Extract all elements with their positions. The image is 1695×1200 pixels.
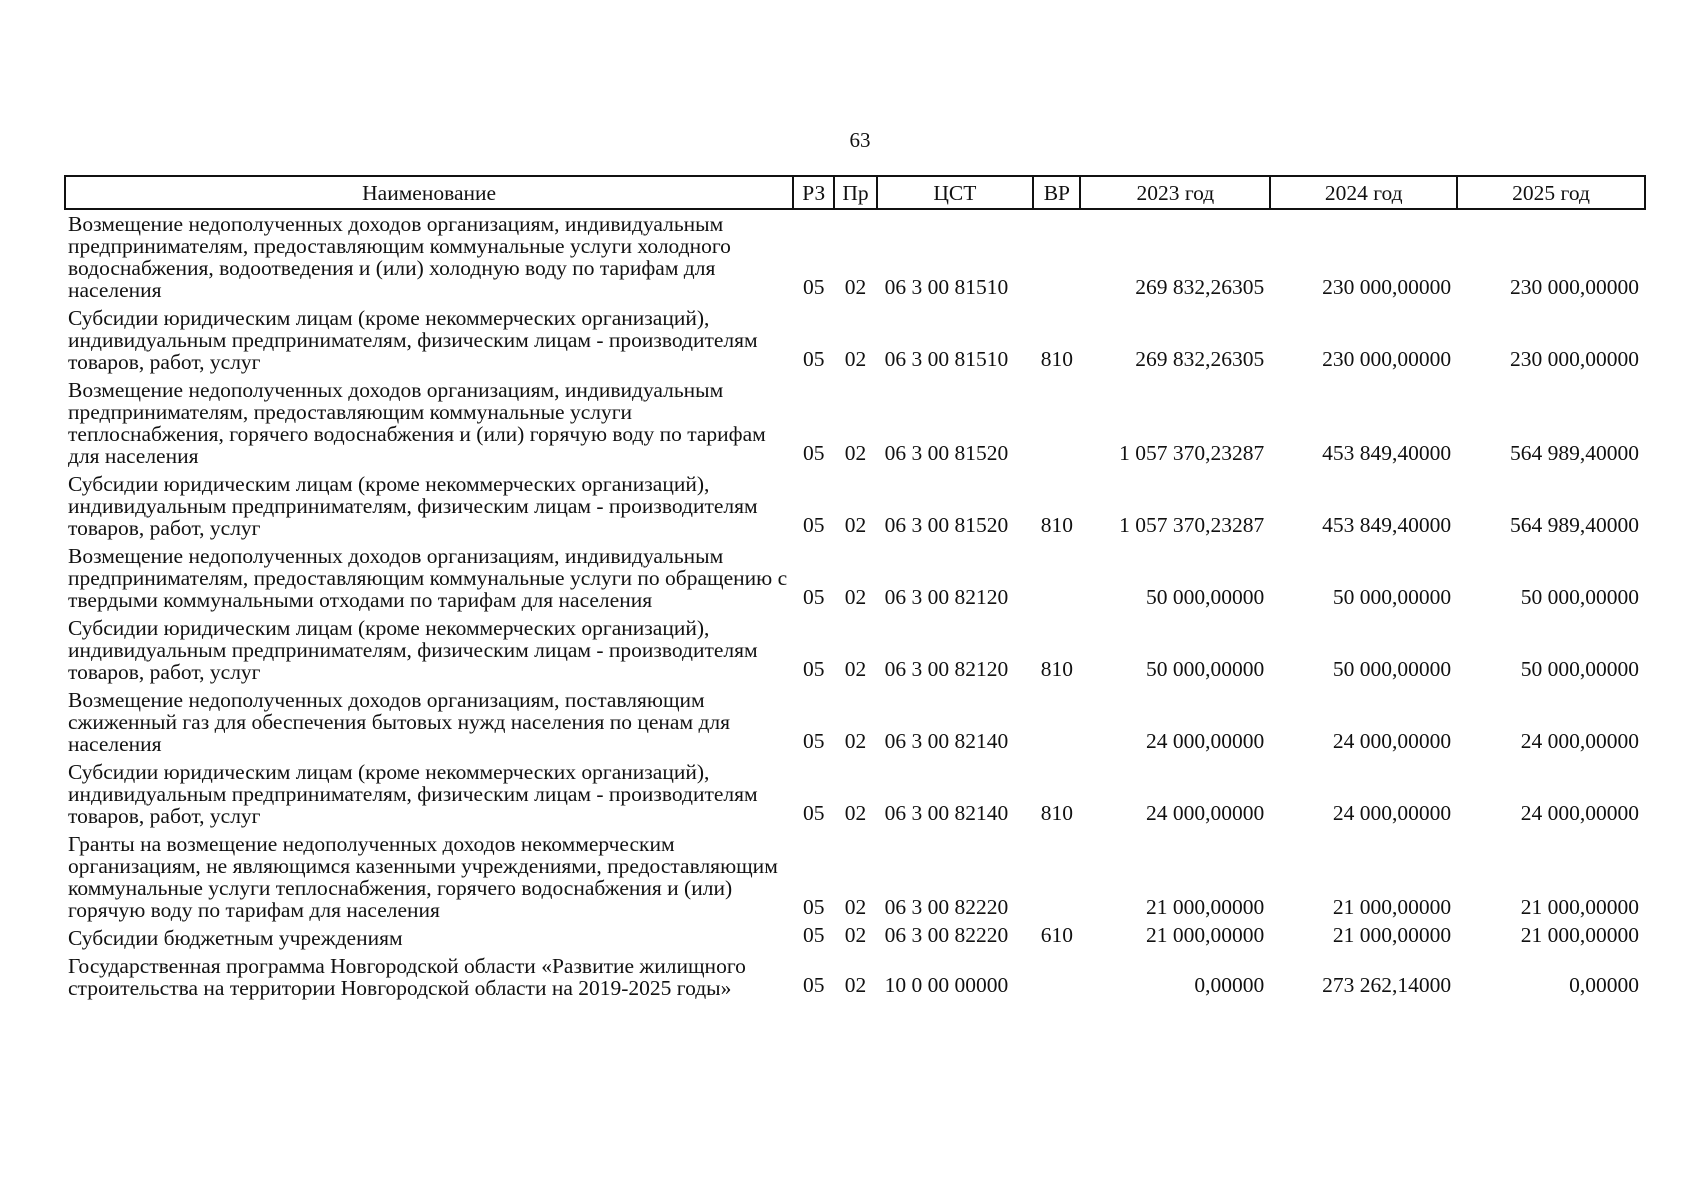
header-vr: ВР bbox=[1033, 176, 1080, 209]
cell-pr: 02 bbox=[844, 347, 867, 371]
cell-2024: 24 000,00000 bbox=[1332, 801, 1452, 825]
cell-name: Возмещение недополученных доходов организациям, индивидуальным предпринимателям, предоставляющим коммунальные услуги холодного водоснабжения, водоотведения и (или) холодную воду по тарифам для населения bbox=[68, 212, 731, 302]
cell-2025: 24 000,00000 bbox=[1520, 729, 1639, 753]
cell-vr: 810 bbox=[1040, 513, 1073, 537]
cell-pr: 02 bbox=[844, 923, 867, 947]
cell-2024: 21 000,00000 bbox=[1332, 923, 1452, 947]
cell-cst: 06 3 00 82120 bbox=[884, 657, 1009, 681]
table-row bbox=[65, 614, 1645, 686]
cell-name: Государственная программа Новгородской области «Развитие жилищного строительства на территории Новгородской области на 2019-2025 годы» bbox=[68, 954, 746, 1000]
cell-2023: 269 832,26305 bbox=[1135, 347, 1265, 371]
table-row bbox=[65, 376, 1645, 470]
cell-cst: 06 3 00 81510 bbox=[884, 347, 1009, 371]
table-row bbox=[65, 542, 1645, 614]
cell-rz: 05 bbox=[803, 923, 825, 947]
cell-2025: 0,00000 bbox=[1569, 973, 1639, 997]
cell-vr bbox=[1033, 542, 1080, 614]
cell-2024: 453 849,40000 bbox=[1322, 441, 1452, 465]
cell-2024: 24 000,00000 bbox=[1332, 729, 1452, 753]
table-row bbox=[65, 830, 1645, 924]
cell-2025: 50 000,00000 bbox=[1520, 585, 1639, 609]
cell-pr: 02 bbox=[844, 895, 867, 919]
cell-2025: 50 000,00000 bbox=[1520, 657, 1639, 681]
cell-2023: 24 000,00000 bbox=[1146, 801, 1265, 825]
budget-table bbox=[64, 175, 1646, 1002]
cell-2023: 21 000,00000 bbox=[1146, 895, 1265, 919]
page-number: 63 bbox=[849, 128, 871, 152]
cell-2025: 564 989,40000 bbox=[1510, 441, 1639, 465]
cell-2023: 21 000,00000 bbox=[1146, 923, 1265, 947]
cell-2025: 21 000,00000 bbox=[1520, 923, 1639, 947]
cell-cst: 06 3 00 81510 bbox=[884, 275, 1009, 299]
cell-2025: 230 000,00000 bbox=[1510, 347, 1639, 371]
cell-2023: 24 000,00000 bbox=[1146, 729, 1265, 753]
cell-cst: 06 3 00 82220 bbox=[884, 923, 1009, 947]
cell-rz: 05 bbox=[803, 275, 825, 299]
cell-name: Возмещение недополученных доходов организациям, индивидуальным предпринимателям, предоставляющим коммунальные услуги теплоснабжения, горячего водоснабжения и (или) горячую воду по тарифам для населения bbox=[68, 378, 766, 468]
table-header bbox=[65, 176, 1645, 209]
cell-2023: 1 057 370,23287 bbox=[1119, 441, 1265, 465]
cell-vr: 810 bbox=[1040, 657, 1073, 681]
cell-2024: 230 000,00000 bbox=[1322, 275, 1452, 299]
cell-pr: 02 bbox=[844, 585, 867, 609]
header-year-2024: 2024 год bbox=[1270, 176, 1457, 209]
cell-2025: 564 989,40000 bbox=[1510, 513, 1639, 537]
cell-2023: 269 832,26305 bbox=[1135, 275, 1265, 299]
cell-pr: 02 bbox=[844, 275, 867, 299]
cell-2025: 230 000,00000 bbox=[1510, 275, 1639, 299]
cell-2024: 50 000,00000 bbox=[1332, 585, 1452, 609]
cell-name: Субсидии юридическим лицам (кроме некоммерческих организаций), индивидуальным предпринимателям, физическим лицам - производителям товаров, работ, услуг bbox=[68, 760, 758, 828]
cell-vr bbox=[1033, 686, 1080, 758]
cell-2023: 1 057 370,23287 bbox=[1119, 513, 1265, 537]
cell-cst: 06 3 00 82140 bbox=[884, 729, 1009, 753]
header-row bbox=[65, 176, 1645, 209]
header-year-2023: 2023 год bbox=[1080, 176, 1270, 209]
cell-rz: 05 bbox=[803, 973, 825, 997]
cell-name: Субсидии юридическим лицам (кроме некоммерческих организаций), индивидуальным предпринимателям, физическим лицам - производителям товаров, работ, услуг bbox=[68, 616, 758, 684]
cell-name: Возмещение недополученных доходов организациям, поставляющим сжиженный газ для обеспечения бытовых нужд населения по ценам для населения bbox=[68, 688, 731, 756]
table-row bbox=[65, 758, 1645, 830]
cell-name: Субсидии юридическим лицам (кроме некоммерческих организаций), индивидуальным предпринимателям, физическим лицам - производителям товаров, работ, услуг bbox=[68, 472, 758, 540]
cell-vr bbox=[1033, 952, 1080, 1002]
cell-2023: 0,00000 bbox=[1194, 973, 1265, 997]
cell-vr: 610 bbox=[1040, 923, 1073, 947]
cell-2024: 21 000,00000 bbox=[1332, 895, 1452, 919]
table-row bbox=[65, 952, 1645, 1002]
cell-pr: 02 bbox=[844, 441, 867, 465]
cell-name: Гранты на возмещение недополученных доходов некоммерческим организациям, не являющимся казенными учреждениями, предоставляющим коммунальные услуги теплоснабжения, горячего водоснабжения и (или) горячую воду по тарифам для населения bbox=[68, 832, 778, 922]
cell-cst: 06 3 00 81520 bbox=[884, 513, 1009, 537]
header-name: Наименование bbox=[65, 176, 793, 209]
cell-2025: 24 000,00000 bbox=[1520, 801, 1639, 825]
cell-cst: 10 0 00 00000 bbox=[884, 973, 1009, 997]
cell-pr: 02 bbox=[844, 973, 867, 997]
header-year-2025: 2025 год bbox=[1457, 176, 1645, 209]
cell-rz: 05 bbox=[803, 657, 825, 681]
table-row bbox=[65, 470, 1645, 542]
table-row bbox=[65, 304, 1645, 376]
cell-name: Субсидии бюджетным учреждениям bbox=[68, 926, 403, 950]
cell-cst: 06 3 00 81520 bbox=[884, 441, 1009, 465]
cell-vr bbox=[1033, 830, 1080, 924]
header-cst: ЦСТ bbox=[877, 176, 1034, 209]
header-rz: РЗ bbox=[793, 176, 834, 209]
cell-rz: 05 bbox=[803, 801, 825, 825]
cell-pr: 02 bbox=[844, 801, 867, 825]
cell-pr: 02 bbox=[844, 657, 867, 681]
cell-2024: 273 262,14000 bbox=[1322, 973, 1452, 997]
cell-vr bbox=[1033, 376, 1080, 470]
cell-vr bbox=[1033, 209, 1080, 304]
cell-cst: 06 3 00 82220 bbox=[884, 895, 1009, 919]
cell-vr: 810 bbox=[1040, 347, 1073, 371]
cell-2023: 50 000,00000 bbox=[1146, 585, 1265, 609]
table-body bbox=[65, 209, 1645, 1002]
cell-rz: 05 bbox=[803, 347, 825, 371]
table-row bbox=[65, 686, 1645, 758]
header-pr: Пр bbox=[834, 176, 876, 209]
cell-2024: 230 000,00000 bbox=[1322, 347, 1452, 371]
cell-2023: 50 000,00000 bbox=[1146, 657, 1265, 681]
cell-2024: 50 000,00000 bbox=[1332, 657, 1452, 681]
cell-cst: 06 3 00 82140 bbox=[884, 801, 1009, 825]
cell-pr: 02 bbox=[844, 729, 867, 753]
table-row bbox=[65, 924, 1645, 952]
cell-rz: 05 bbox=[803, 585, 825, 609]
cell-name: Субсидии юридическим лицам (кроме некоммерческих организаций), индивидуальным предпринимателям, физическим лицам - производителям товаров, работ, услуг bbox=[68, 306, 758, 374]
table-row bbox=[65, 209, 1645, 304]
cell-rz: 05 bbox=[803, 441, 825, 465]
cell-rz: 05 bbox=[803, 729, 825, 753]
cell-cst: 06 3 00 82120 bbox=[884, 585, 1009, 609]
cell-name: Возмещение недополученных доходов организациям, индивидуальным предпринимателям, предоставляющим коммунальные услуги по обращению с твердыми коммунальными отходами по тарифам для населения bbox=[68, 544, 788, 612]
cell-rz: 05 bbox=[803, 895, 825, 919]
cell-2025: 21 000,00000 bbox=[1520, 895, 1639, 919]
cell-vr: 810 bbox=[1040, 801, 1073, 825]
cell-rz: 05 bbox=[803, 513, 825, 537]
cell-2024: 453 849,40000 bbox=[1322, 513, 1452, 537]
cell-pr: 02 bbox=[844, 513, 867, 537]
